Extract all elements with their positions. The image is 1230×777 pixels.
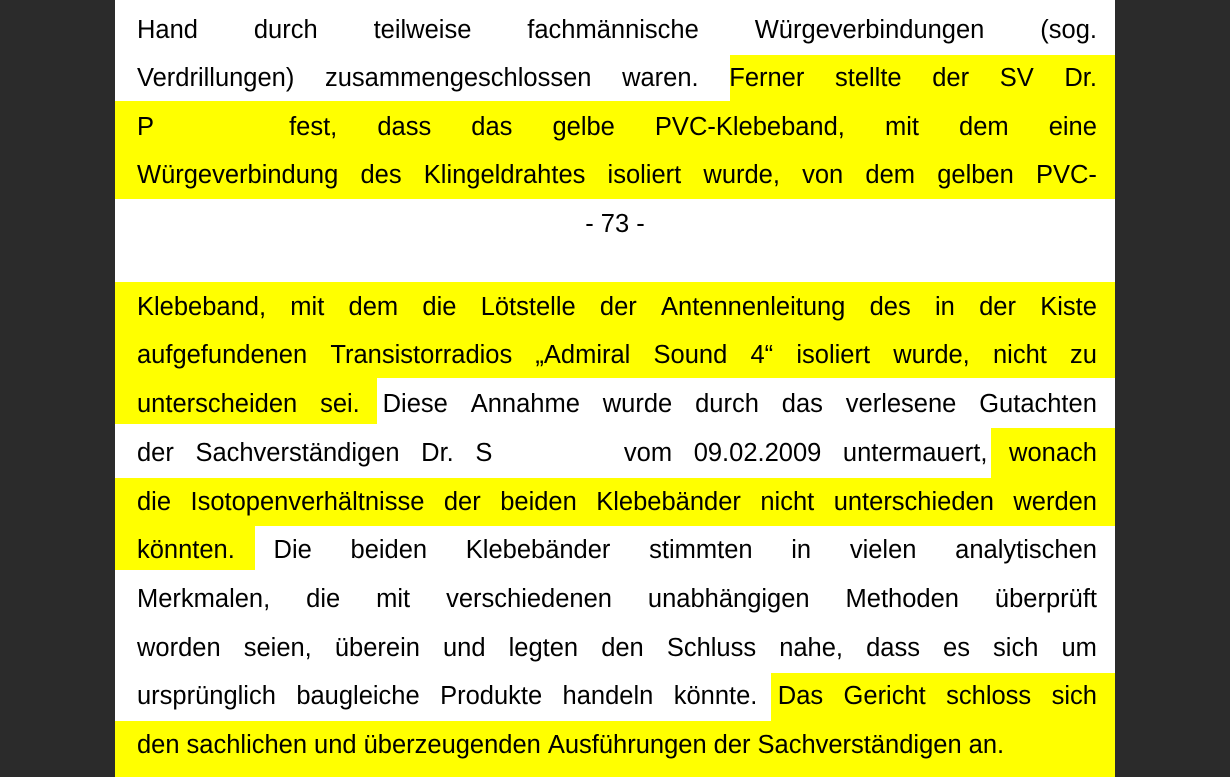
text-line: [137, 633, 1097, 663]
text-line: [137, 160, 1097, 190]
word: isoliert: [607, 161, 682, 189]
word: Dr.: [421, 439, 454, 467]
word: Methoden: [845, 585, 959, 613]
word: handeln: [562, 682, 654, 710]
word: Annahme: [470, 390, 580, 418]
document-page: [115, 0, 1115, 777]
word: den: [137, 731, 180, 759]
word: werden: [1013, 488, 1097, 516]
word: die: [422, 293, 457, 321]
page-number: - 73 -: [585, 210, 645, 238]
word: die: [306, 585, 341, 613]
word: die: [137, 488, 172, 516]
word: stellte: [834, 64, 902, 92]
word: der: [979, 293, 1016, 321]
word: isoliert: [796, 341, 871, 369]
word: der: [599, 293, 637, 321]
text-line: [137, 438, 1097, 468]
word: in: [934, 293, 955, 321]
word: Würgeverbindung: [137, 161, 339, 189]
text-line: [137, 340, 1097, 370]
text-line: [137, 584, 1097, 614]
word: durch: [253, 16, 318, 44]
word: PVC-: [1035, 161, 1097, 189]
text-line: [137, 535, 1097, 565]
word: worden: [137, 634, 221, 662]
word: unabhängigen: [647, 585, 810, 613]
word: nicht: [992, 341, 1047, 369]
word: Sachverständigen: [195, 439, 400, 467]
word: Schluss: [666, 634, 757, 662]
word: 09.02.2009: [693, 439, 822, 467]
word: gelben: [937, 161, 1014, 189]
word: legten: [508, 634, 579, 662]
word: Klebebänder: [465, 536, 611, 564]
word: unterschieden: [833, 488, 994, 516]
word: vom: [623, 439, 673, 467]
left-scan-border: [0, 0, 115, 777]
text-line: [137, 112, 1097, 142]
word: an.: [968, 731, 1005, 759]
word: Die: [273, 536, 312, 564]
word: Isotopenverhältnisse: [190, 488, 425, 516]
text-line: [137, 292, 1097, 322]
word: Hand: [137, 16, 198, 44]
word: unterscheiden: [137, 390, 298, 418]
word: aufgefundenen: [137, 341, 308, 369]
word: eine: [1048, 113, 1097, 141]
word: Verdrillungen): [137, 64, 295, 92]
word: sich: [1051, 682, 1097, 710]
text-line: [137, 15, 1097, 45]
word: untermauert,: [842, 439, 988, 467]
word: den: [601, 634, 644, 662]
word: (sog.: [1040, 16, 1097, 44]
word: Dr.: [1064, 64, 1097, 92]
word: dem: [865, 161, 916, 189]
word: Klebebänder: [596, 488, 741, 516]
word: Lötstelle: [480, 293, 576, 321]
word: Würgeverbindungen: [754, 16, 985, 44]
word: nicht: [760, 488, 815, 516]
word: Das: [777, 682, 824, 710]
word: schloss: [946, 682, 1032, 710]
word: könnte.: [673, 682, 758, 710]
text-line: [137, 63, 1097, 93]
word: der: [713, 731, 751, 759]
text-line: [137, 730, 1097, 760]
word: der: [443, 488, 481, 516]
word: vielen: [849, 536, 917, 564]
word: „Admiral: [535, 341, 631, 369]
word: Merkmalen,: [137, 585, 271, 613]
word: Sound: [653, 341, 728, 369]
word: und: [314, 731, 357, 759]
word: 4“: [750, 341, 774, 369]
word: P: [137, 113, 155, 141]
word: Gutachten: [979, 390, 1097, 418]
word: sachlichen: [186, 731, 308, 759]
word: sei.: [320, 390, 360, 418]
word: könnten.: [137, 536, 235, 564]
word: zu: [1070, 341, 1097, 369]
word: beiden: [500, 488, 577, 516]
word: das: [781, 390, 823, 418]
word: zusammengeschlossen: [324, 64, 592, 92]
word: Klebeband,: [137, 293, 267, 321]
word: es: [943, 634, 970, 662]
word: verschiedenen: [446, 585, 612, 613]
word: des: [360, 161, 402, 189]
word: überprüft: [994, 585, 1097, 613]
word: Ausführungen: [547, 731, 707, 759]
word: um: [1061, 634, 1097, 662]
word: dem: [959, 113, 1009, 141]
right-scan-border: [1115, 0, 1230, 777]
word: dem: [348, 293, 399, 321]
word: sich: [993, 634, 1039, 662]
word: analytischen: [955, 536, 1097, 564]
word: Klingeldrahtes: [423, 161, 586, 189]
word: SV: [999, 64, 1034, 92]
word: Diese: [382, 390, 448, 418]
word: Antennenleitung: [661, 293, 846, 321]
word: nahe,: [779, 634, 843, 662]
word: ursprünglich: [137, 682, 276, 710]
word: dass: [866, 634, 920, 662]
word: mit: [376, 585, 411, 613]
word: fachmännische: [527, 16, 699, 44]
word: wurde: [602, 390, 673, 418]
word: in: [791, 536, 812, 564]
word: Transistorradios: [330, 341, 513, 369]
word: wurde,: [893, 341, 970, 369]
word: seien,: [243, 634, 312, 662]
text-line: [137, 681, 1097, 711]
word: stimmten: [649, 536, 753, 564]
word: waren.: [622, 64, 699, 92]
word: wonach: [1009, 439, 1097, 467]
word: Sachverständigen: [757, 731, 962, 759]
word: das: [471, 113, 513, 141]
word: Produkte: [440, 682, 543, 710]
word: S: [475, 439, 493, 467]
word: Gericht: [843, 682, 926, 710]
word: mit: [290, 293, 325, 321]
word: fest,: [289, 113, 338, 141]
word: überein: [334, 634, 420, 662]
word: Kiste: [1040, 293, 1097, 321]
word: durch: [695, 390, 759, 418]
word: baugleiche: [296, 682, 420, 710]
text-line: [137, 487, 1097, 517]
word: der: [932, 64, 970, 92]
word: mit: [884, 113, 919, 141]
word: von: [802, 161, 844, 189]
word: wurde,: [703, 161, 780, 189]
word: und: [443, 634, 486, 662]
word: des: [869, 293, 911, 321]
word: teilweise: [373, 16, 472, 44]
word: Ferner: [729, 64, 805, 92]
word: der: [137, 439, 174, 467]
text-line: [137, 389, 1097, 419]
word: dass: [377, 113, 432, 141]
word: überzeugenden: [363, 731, 541, 759]
word: PVC-Klebeband,: [654, 113, 845, 141]
word: verlesene: [845, 390, 957, 418]
word: gelbe: [552, 113, 615, 141]
word: beiden: [350, 536, 428, 564]
